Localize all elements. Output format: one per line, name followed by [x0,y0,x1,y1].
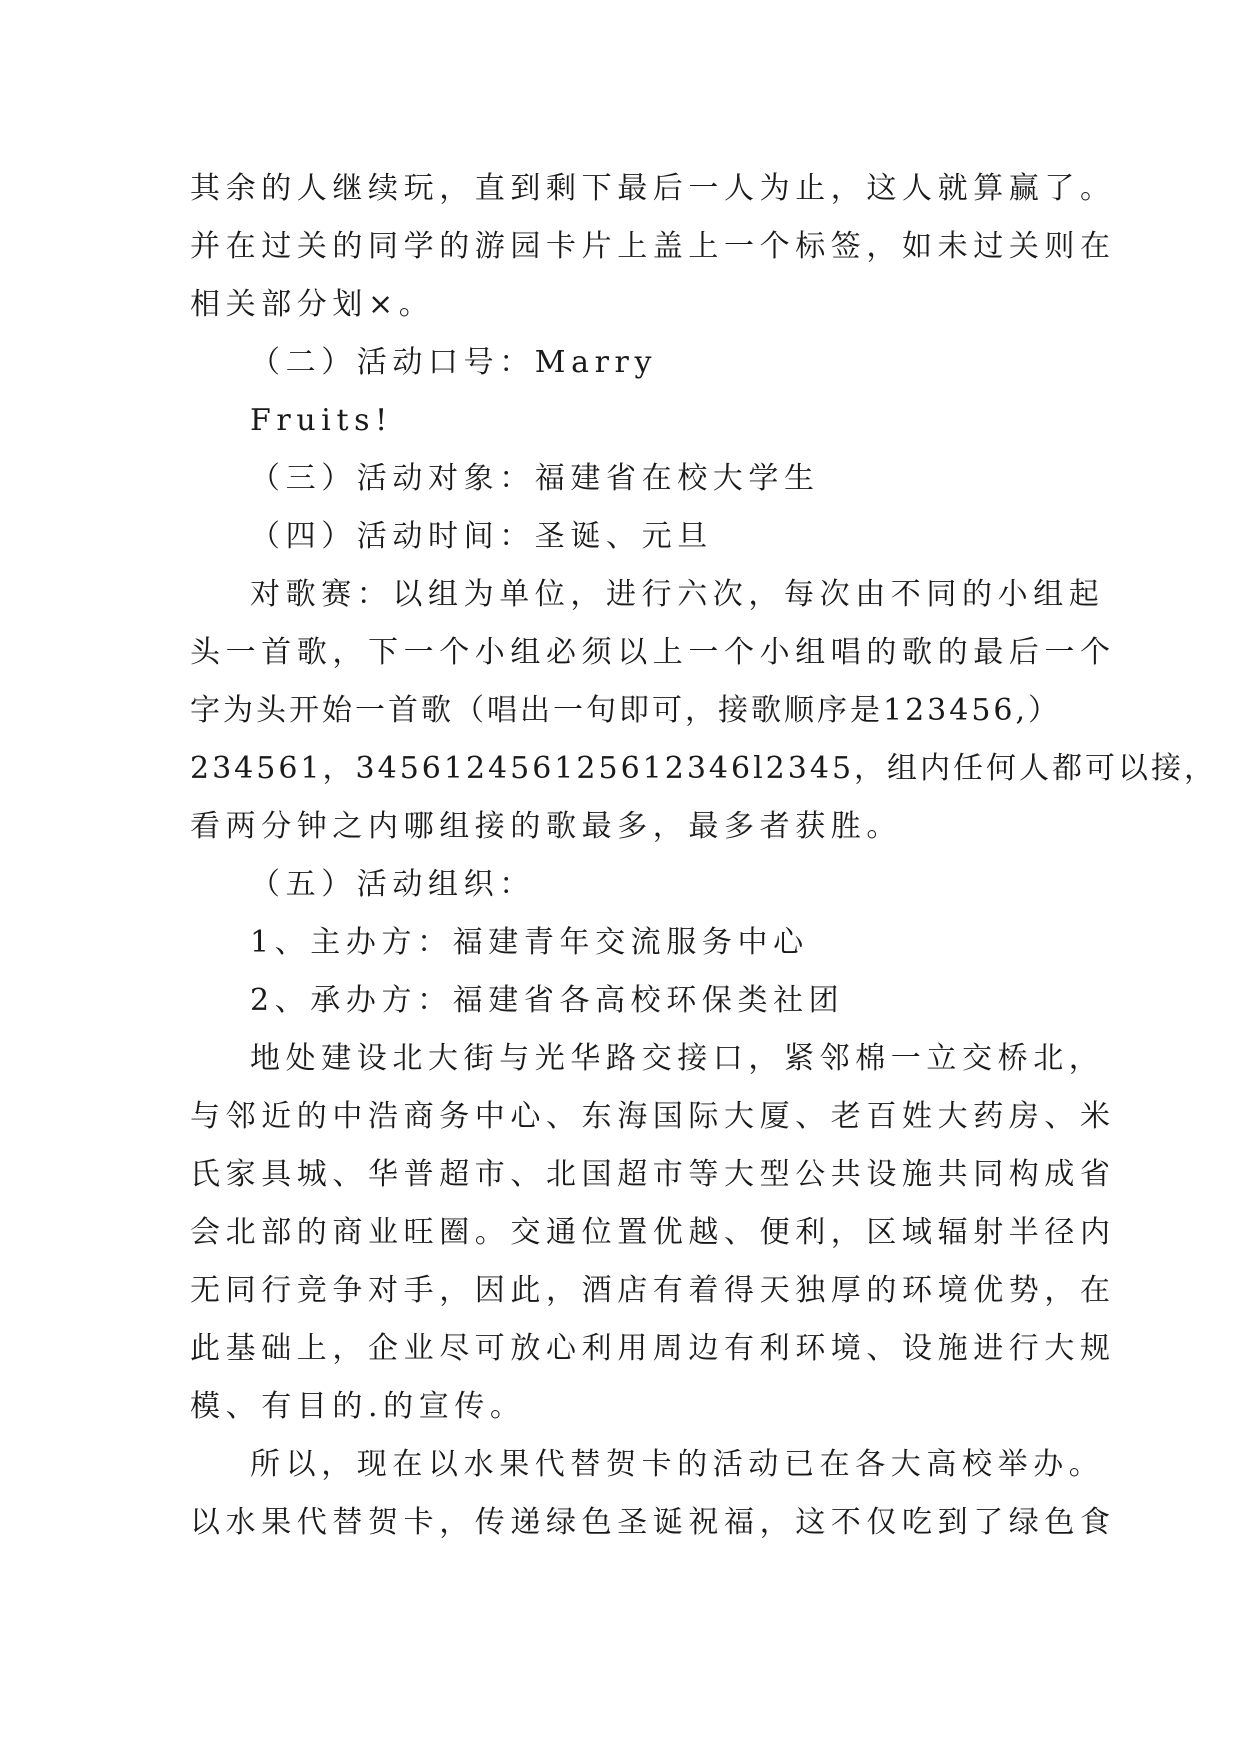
paragraph-line: 以水果代替贺卡，传递绿色圣诞祝福，这不仅吃到了绿色食 [190,1505,1116,1540]
paragraph-line: 模、有目的.的宣传。 [190,1389,526,1424]
paragraph-line: 字为头开始一首歌（唱出一句即可，接歌顺序是123456,） [190,693,1062,728]
paragraph-line: 地处建设北大街与光华路交接口，紧邻棉一立交桥北， [250,1041,1105,1076]
paragraph-line: 会北部的商业旺圈。交通位置优越、便利，区域辐射半径内 [190,1215,1116,1250]
section-heading-time: （四）活动时间：圣诞、元旦 [250,519,713,554]
list-item-organizer: 1、主办方：福建青年交流服务中心 [250,925,809,960]
paragraph-line: 看两分钟之内哪组接的歌最多，最多者获胜。 [190,809,902,844]
paragraph-line: 并在过关的同学的游园卡片上盖上一个标签，如未过关则在 [190,229,1116,264]
section-heading-audience: （三）活动对象：福建省在校大学生 [250,461,820,496]
paragraph-line: 此基础上，企业尽可放心利用周边有利环境、设施进行大规 [190,1331,1116,1366]
paragraph-line: 头一首歌，下一个小组必须以上一个小组唱的歌的最后一个 [190,635,1116,670]
list-item-co-organizer: 2、承办方：福建省各高校环保类社团 [250,983,845,1018]
paragraph-line: 对歌赛：以组为单位，进行六次，每次由不同的小组起 [250,577,1105,612]
paragraph-line: 其余的人继续玩，直到剩下最后一人为止，这人就算赢了。 [190,171,1116,206]
paragraph-line: 相关部分划×。 [190,287,435,322]
paragraph-line: 无同行竞争对手，因此，酒店有着得天独厚的环境优势，在 [190,1273,1116,1308]
paragraph-line: Fruits! [250,403,393,438]
paragraph-line: 氏家具城、华普超市、北国超市等大型公共设施共同构成省 [190,1157,1116,1192]
paragraph-line: 与邻近的中浩商务中心、东海国际大厦、老百姓大药房、米 [190,1099,1116,1134]
paragraph-line: 所以，现在以水果代替贺卡的活动已在各大高校举办。 [250,1447,1105,1482]
paragraph-line: 234561，345612456125612346l2345，组内任何人都可以接， [190,751,1218,786]
section-heading-slogan: （二）活动口号：Marry [250,345,658,380]
section-heading-organization: （五）活动组织： [250,867,535,902]
